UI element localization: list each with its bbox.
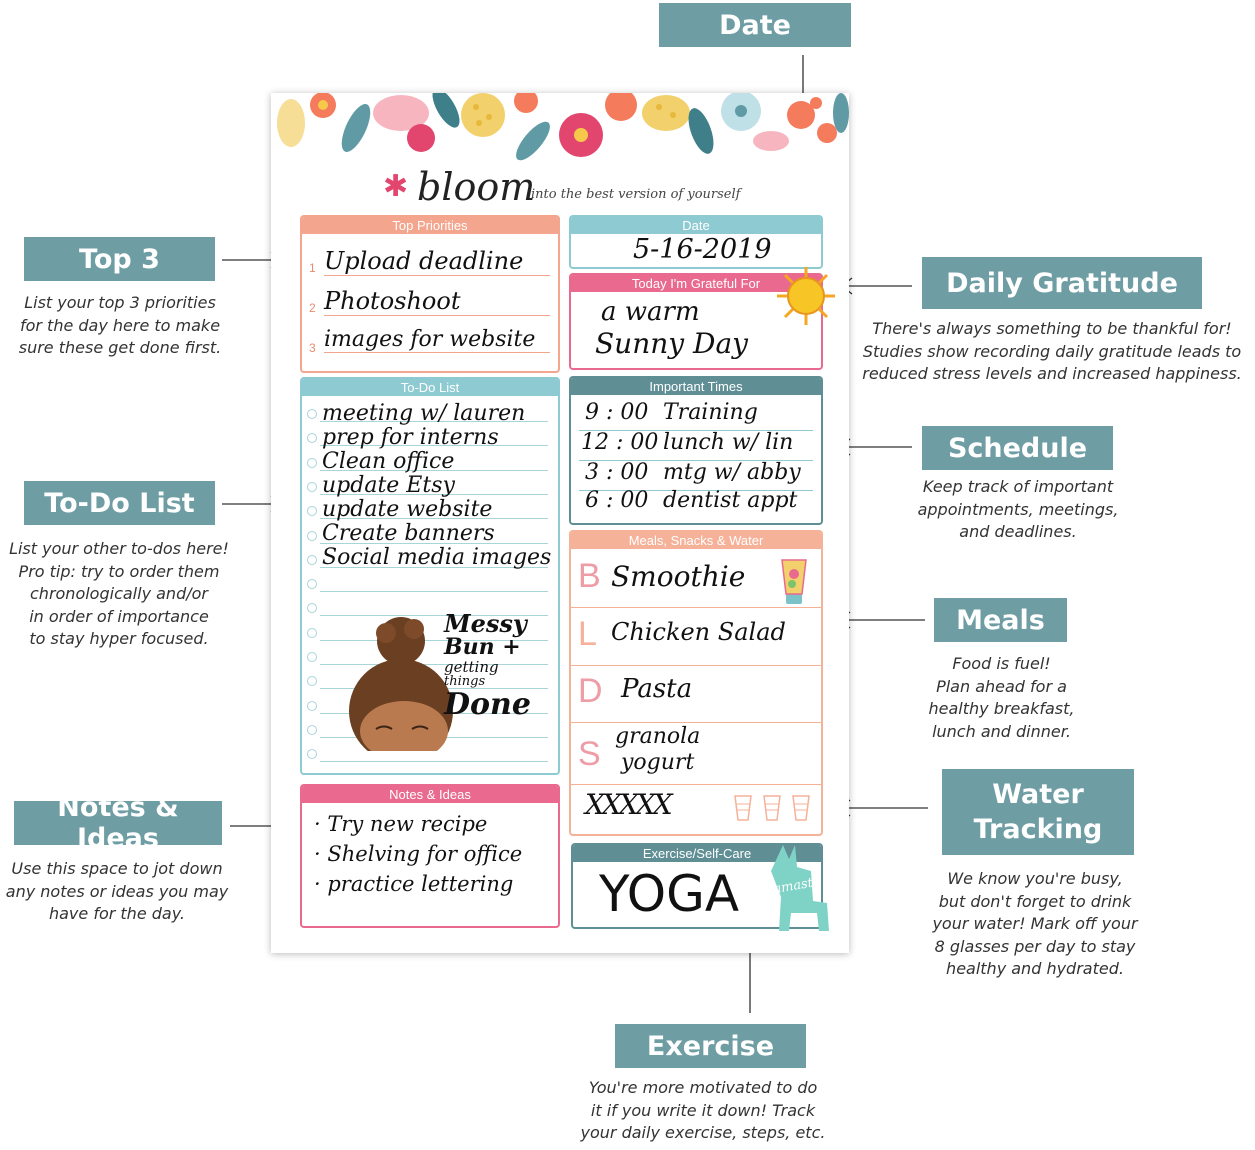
priority-item[interactable]: Upload deadline (324, 247, 550, 276)
date-section (569, 215, 823, 269)
todo-bullet[interactable] (307, 676, 317, 686)
lettering-line: getting (444, 658, 499, 676)
todo-item[interactable]: Clean office (322, 449, 455, 474)
meal-rule (571, 607, 821, 608)
meal-letter: B (578, 557, 601, 595)
callout-meals-label: Meals (934, 598, 1067, 642)
meal-letter: D (578, 672, 603, 710)
todo-bullet[interactable] (307, 458, 317, 468)
callout-meals-caption: Food is fuel! Plan ahead for a healthy breakfast, lunch and dinner. (928, 654, 1075, 741)
exercise-value[interactable]: YOGA (599, 865, 740, 923)
todo-bullet[interactable] (307, 506, 317, 516)
callout-top3-caption: List your top 3 priorities for the day here to make sure these get done first. (18, 293, 222, 357)
todo-bullet[interactable] (307, 531, 317, 541)
callout-notes-caption: Use this space to jot down any notes or ideas you may have for the day. (5, 859, 229, 923)
callout-date-label: Date (659, 3, 851, 47)
gratitude-line[interactable]: a warm (601, 297, 700, 327)
time-value[interactable]: 3 : 00 (585, 460, 649, 485)
callout-exercise-label: Exercise (615, 1024, 806, 1068)
smoothie-blender-icon (776, 554, 812, 606)
lettering-line: Bun + (444, 634, 521, 660)
callout-top3-label: Top 3 (24, 237, 215, 281)
meal-rule (571, 665, 821, 666)
todo-bullet[interactable] (307, 725, 317, 735)
floral-header-illustration (271, 93, 849, 165)
priority-number: 3 (309, 341, 316, 355)
todo-bullet[interactable] (307, 749, 317, 759)
todo-item[interactable]: Social media images (322, 545, 552, 570)
time-value[interactable]: 9 : 00 (585, 400, 649, 425)
date-header: Date (571, 217, 821, 234)
meals-header: Meals, Snacks & Water (571, 532, 821, 549)
todo-section (300, 377, 560, 775)
top-priorities-section (300, 215, 560, 373)
water-glass-icon[interactable] (791, 794, 811, 822)
todo-header: To-Do List (302, 379, 558, 396)
callout-schedule-label: Schedule (922, 426, 1113, 470)
llama-illustration (761, 841, 839, 937)
time-value[interactable]: 12 : 00 (581, 430, 659, 455)
time-event[interactable]: Training (663, 400, 758, 425)
todo-bullet[interactable] (307, 652, 317, 662)
flower-icon: ✱ (383, 169, 409, 204)
date-value[interactable]: 5-16-2019 (633, 234, 772, 265)
todo-bullet[interactable] (307, 628, 317, 638)
llama-lettering: llamaste (764, 874, 822, 899)
water-glass-icon[interactable] (733, 794, 753, 822)
meals-section (569, 530, 823, 836)
todo-bullet[interactable] (307, 555, 317, 565)
note-line[interactable]: · Try new recipe (314, 812, 488, 836)
note-line[interactable]: · practice lettering (314, 872, 514, 896)
important-times-header: Important Times (571, 378, 821, 395)
meal-entry[interactable]: yogurt (621, 750, 695, 775)
gratitude-header: Today I'm Grateful For (571, 275, 821, 292)
todo-bullet[interactable] (307, 482, 317, 492)
priority-item[interactable]: Photoshoot (324, 287, 550, 316)
priority-number: 2 (309, 301, 316, 315)
lettering-line: Done (444, 687, 531, 722)
water-crossed-marks[interactable]: XXXXX (585, 788, 670, 821)
todo-bullet[interactable] (307, 701, 317, 711)
water-glass-icon[interactable] (762, 794, 782, 822)
brand-tagline: into the best version of yourself (531, 187, 741, 202)
meal-entry[interactable]: Chicken Salad (611, 618, 786, 646)
note-line[interactable]: · Shelving for office (314, 842, 523, 866)
callout-water-label: Water Tracking (942, 769, 1134, 855)
top-priorities-header: Top Priorities (302, 217, 558, 234)
todo-bullet[interactable] (307, 603, 317, 613)
todo-bullet[interactable] (307, 409, 317, 419)
notes-header: Notes & Ideas (302, 786, 558, 803)
todo-item[interactable]: update Etsy (322, 473, 455, 498)
important-times-section (569, 376, 823, 525)
meal-letter: L (578, 615, 597, 653)
todo-rule-line (320, 591, 548, 592)
callout-notes-label: Notes & Ideas (14, 801, 222, 845)
todo-bullet[interactable] (307, 433, 317, 443)
arrow-schedule (840, 439, 912, 455)
callout-water-caption: We know you're busy, but don't forget to drink your water! Mark off your 8 glasses per day to stay healthy and hydrated. (932, 869, 1138, 978)
time-event[interactable]: dentist appt (663, 488, 798, 513)
meal-entry[interactable]: Smoothie (611, 560, 746, 593)
time-event[interactable]: mtg w/ abby (663, 460, 801, 485)
callout-gratitude-caption: There's always something to be thankful for! Studies show recording daily gratitude leads to reduced stress levels and increased happiness. (862, 319, 1242, 383)
gratitude-line[interactable]: Sunny Day (595, 327, 748, 360)
planner-sheet (271, 93, 849, 953)
todo-rule-line (320, 761, 548, 762)
todo-bullet[interactable] (307, 579, 317, 589)
callout-todo-label: To-Do List (24, 481, 215, 525)
callout-gratitude-label: Daily Gratitude (922, 257, 1202, 309)
meal-entry[interactable]: Pasta (621, 674, 693, 704)
brand-logo (383, 165, 753, 210)
arrow-water (840, 800, 928, 816)
callout-schedule-caption: Keep track of important appointments, meetings, and deadlines. (917, 477, 1119, 541)
meal-rule (571, 784, 821, 785)
exercise-header: Exercise/Self-Care (573, 845, 821, 862)
arrow-meals (840, 612, 925, 628)
brand-name: bloom (417, 165, 536, 209)
todo-item[interactable]: update website (322, 497, 493, 522)
callout-todo-caption: List your other to-dos here! Pro tip: try to order them chronologically and/or in order of importance to stay hyper focused. (9, 539, 229, 648)
meal-entry[interactable]: granola (615, 724, 701, 749)
priority-number: 1 (309, 261, 316, 275)
notes-section (300, 784, 560, 928)
meal-letter: S (578, 735, 601, 773)
arrow-gratitude (842, 278, 912, 294)
time-event[interactable]: lunch w/ lin (663, 430, 794, 455)
sun-icon (775, 265, 837, 327)
messy-bun-lettering (444, 609, 554, 722)
meal-rule (571, 722, 821, 723)
lettering-line: things (444, 674, 486, 689)
priority-item[interactable]: images for website (324, 327, 550, 353)
todo-item[interactable]: meeting w/ lauren (322, 401, 526, 426)
todo-item[interactable]: prep for interns (322, 425, 499, 450)
callout-exercise-caption: You're more motivated to do it if you write it down! Track your daily exercise, steps, etc. (580, 1078, 826, 1142)
messy-bun-girl-illustration (346, 611, 456, 751)
time-value[interactable]: 6 : 00 (585, 488, 649, 513)
todo-item[interactable]: Create banners (322, 521, 495, 546)
lettering-line: Messy (444, 609, 527, 638)
